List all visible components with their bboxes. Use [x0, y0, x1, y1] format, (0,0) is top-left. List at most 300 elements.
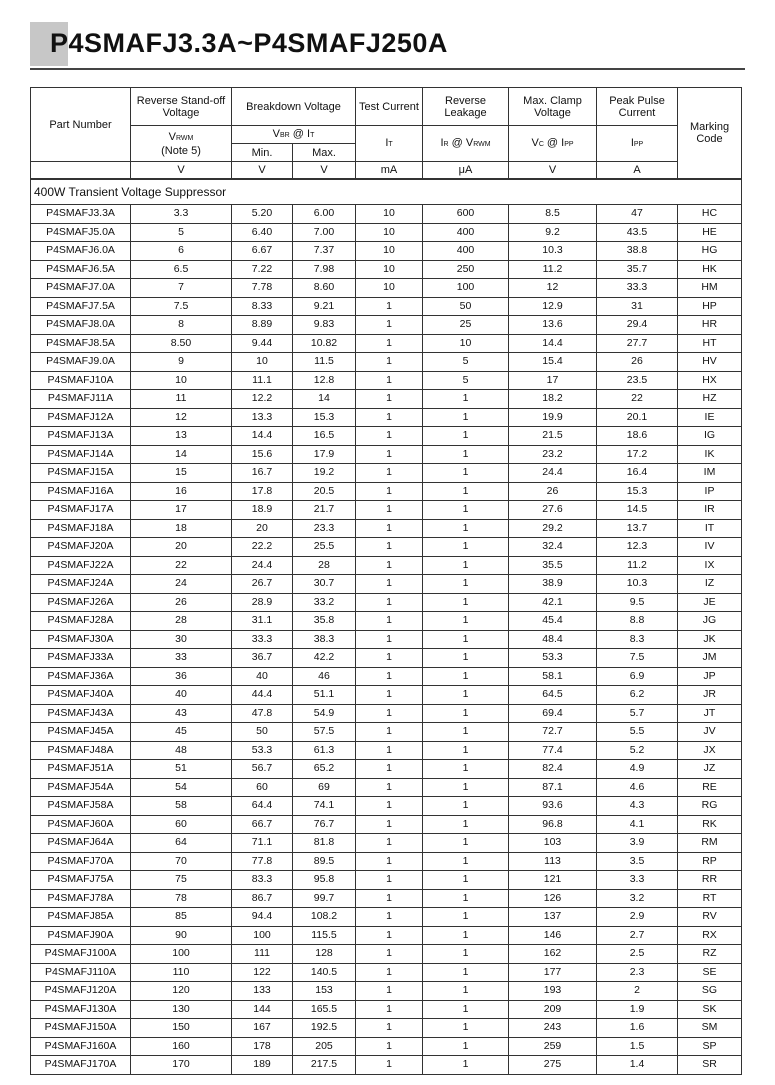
part-number-cell: P4SMAFJ58A	[31, 797, 131, 816]
table-cell: 50	[232, 723, 293, 742]
table-cell: 1	[356, 482, 423, 501]
table-cell: 14	[131, 445, 232, 464]
table-cell: 9.83	[293, 316, 356, 335]
table-row	[31, 279, 742, 298]
units-row	[31, 162, 742, 180]
table-cell: 7.98	[293, 260, 356, 279]
header-clamp-voltage: Max. Clamp Voltage	[509, 88, 597, 126]
table-cell: 5.7	[597, 704, 678, 723]
table-cell: 275	[509, 1056, 597, 1075]
table-cell: 2	[597, 982, 678, 1001]
table-row	[31, 316, 742, 335]
part-number-cell: P4SMAFJ5.0A	[31, 223, 131, 242]
table-cell: 11.5	[293, 353, 356, 372]
table-row	[31, 723, 742, 742]
table-cell: 89.5	[293, 852, 356, 871]
table-row	[31, 704, 742, 723]
table-cell: 1	[356, 778, 423, 797]
table-cell: IK	[678, 445, 742, 464]
table-cell: 1	[423, 945, 509, 964]
table-row	[31, 1056, 742, 1075]
table-cell: 1	[356, 593, 423, 612]
table-row	[31, 408, 742, 427]
table-cell: 12.3	[597, 538, 678, 557]
table-cell: 15.3	[293, 408, 356, 427]
table-cell: 1	[423, 593, 509, 612]
table-cell: 12.9	[509, 297, 597, 316]
table-cell: 4.1	[597, 815, 678, 834]
unit-cell: μA	[423, 162, 509, 180]
table-cell: 1	[423, 834, 509, 853]
part-number-cell: P4SMAFJ85A	[31, 908, 131, 927]
table-cell: 1	[356, 815, 423, 834]
table-cell: 1	[423, 760, 509, 779]
table-cell: 10.3	[597, 575, 678, 594]
table-cell: RZ	[678, 945, 742, 964]
table-cell: JM	[678, 649, 742, 668]
table-cell: 57.5	[293, 723, 356, 742]
table-cell: 1	[356, 723, 423, 742]
table-cell: HX	[678, 371, 742, 390]
table-row	[31, 223, 742, 242]
table-cell: 7.00	[293, 223, 356, 242]
table-cell: 5.2	[597, 741, 678, 760]
table-cell: 47	[597, 205, 678, 224]
table-row	[31, 982, 742, 1001]
table-cell: 93.6	[509, 797, 597, 816]
table-cell: 1	[423, 556, 509, 575]
table-cell: 243	[509, 1019, 597, 1038]
header-part-number: Part Number	[31, 88, 131, 162]
table-row	[31, 1037, 742, 1056]
table-cell: 1	[423, 1037, 509, 1056]
table-cell: 83.3	[232, 871, 293, 890]
table-cell: 177	[509, 963, 597, 982]
table-row	[31, 501, 742, 520]
header-test-current: Test Current	[356, 88, 423, 126]
table-cell: JV	[678, 723, 742, 742]
table-cell: 1	[423, 575, 509, 594]
table-cell: 2.9	[597, 908, 678, 927]
part-number-cell: P4SMAFJ12A	[31, 408, 131, 427]
table-cell: JZ	[678, 760, 742, 779]
table-cell: 12	[509, 279, 597, 298]
table-row	[31, 963, 742, 982]
part-number-cell: P4SMAFJ160A	[31, 1037, 131, 1056]
table-cell: 7.37	[293, 242, 356, 261]
table-cell: 70	[131, 852, 232, 871]
table-cell: RM	[678, 834, 742, 853]
table-cell: 66.7	[232, 815, 293, 834]
table-cell: RX	[678, 926, 742, 945]
table-cell: 1	[423, 704, 509, 723]
table-cell: 1	[423, 667, 509, 686]
table-row	[31, 390, 742, 409]
unit-cell: V	[509, 162, 597, 180]
part-number-cell: P4SMAFJ33A	[31, 649, 131, 668]
part-number-cell: P4SMAFJ51A	[31, 760, 131, 779]
table-row	[31, 205, 742, 224]
symbol-ipp: IPP	[597, 126, 678, 162]
table-cell: 15.3	[597, 482, 678, 501]
table-cell: 1	[356, 982, 423, 1001]
table-cell: HR	[678, 316, 742, 335]
table-cell: 15	[131, 464, 232, 483]
table-cell: 4.9	[597, 760, 678, 779]
table-cell: 22	[597, 390, 678, 409]
table-cell: 217.5	[293, 1056, 356, 1075]
table-row	[31, 464, 742, 483]
table-row	[31, 889, 742, 908]
table-cell: 69.4	[509, 704, 597, 723]
table-cell: 86.7	[232, 889, 293, 908]
table-cell: JP	[678, 667, 742, 686]
table-cell: 45	[131, 723, 232, 742]
table-cell: 72.7	[509, 723, 597, 742]
table-cell: 5	[423, 353, 509, 372]
table-cell: IV	[678, 538, 742, 557]
table-cell: 1	[423, 630, 509, 649]
table-cell: 121	[509, 871, 597, 890]
table-cell: JG	[678, 612, 742, 631]
table-row	[31, 1000, 742, 1019]
table-cell: 13.7	[597, 519, 678, 538]
table-cell: 20	[232, 519, 293, 538]
part-number-cell: P4SMAFJ13A	[31, 427, 131, 446]
table-cell: 46	[293, 667, 356, 686]
part-number-cell: P4SMAFJ15A	[31, 464, 131, 483]
table-cell: RP	[678, 852, 742, 871]
part-number-cell: P4SMAFJ6.0A	[31, 242, 131, 261]
table-cell: RR	[678, 871, 742, 890]
table-cell: SM	[678, 1019, 742, 1038]
table-cell: 23.5	[597, 371, 678, 390]
symbol-ir: IR @ VRWM	[423, 126, 509, 162]
table-cell: 8.3	[597, 630, 678, 649]
table-cell: 56.7	[232, 760, 293, 779]
table-cell: IM	[678, 464, 742, 483]
table-cell: 54.9	[293, 704, 356, 723]
table-cell: 1	[356, 1037, 423, 1056]
table-cell: 128	[293, 945, 356, 964]
table-cell: 33.3	[597, 279, 678, 298]
table-cell: 1	[356, 834, 423, 853]
table-cell: 205	[293, 1037, 356, 1056]
table-row	[31, 445, 742, 464]
table-cell: 162	[509, 945, 597, 964]
table-cell: 1	[356, 464, 423, 483]
table-cell: SK	[678, 1000, 742, 1019]
table-cell: 193	[509, 982, 597, 1001]
table-row	[31, 371, 742, 390]
table-cell: 1	[356, 926, 423, 945]
table-cell: 22	[131, 556, 232, 575]
symbol-vc: VC @ IPP	[509, 126, 597, 162]
table-cell: 14	[293, 390, 356, 409]
part-number-cell: P4SMAFJ60A	[31, 815, 131, 834]
part-number-cell: P4SMAFJ17A	[31, 501, 131, 520]
part-number-cell: P4SMAFJ36A	[31, 667, 131, 686]
table-row	[31, 1019, 742, 1038]
table-cell: 140.5	[293, 963, 356, 982]
table-row	[31, 630, 742, 649]
table-row	[31, 908, 742, 927]
table-cell: 64.5	[509, 686, 597, 705]
table-cell: 1	[423, 852, 509, 871]
table-cell: IZ	[678, 575, 742, 594]
table-cell: 12	[131, 408, 232, 427]
header-breakdown-voltage: Breakdown Voltage	[232, 88, 356, 126]
table-cell: 24	[131, 575, 232, 594]
table-cell: 58	[131, 797, 232, 816]
table-cell: 33	[131, 649, 232, 668]
table-cell: 1	[423, 723, 509, 742]
table-cell: 6.5	[131, 260, 232, 279]
table-cell: 1	[423, 926, 509, 945]
table-cell: JE	[678, 593, 742, 612]
table-cell: 38.8	[597, 242, 678, 261]
table-cell: 27.6	[509, 501, 597, 520]
table-cell: 1	[423, 982, 509, 1001]
table-cell: SE	[678, 963, 742, 982]
table-cell: 35.5	[509, 556, 597, 575]
table-cell: 43.5	[597, 223, 678, 242]
table-cell: 28	[293, 556, 356, 575]
table-cell: 2.7	[597, 926, 678, 945]
table-cell: 5	[131, 223, 232, 242]
part-number-cell: P4SMAFJ9.0A	[31, 353, 131, 372]
table-cell: 126	[509, 889, 597, 908]
table-cell: 95.8	[293, 871, 356, 890]
table-row	[31, 260, 742, 279]
table-cell: 5.5	[597, 723, 678, 742]
table-cell: IG	[678, 427, 742, 446]
part-number-cell: P4SMAFJ90A	[31, 926, 131, 945]
table-row	[31, 667, 742, 686]
table-cell: 209	[509, 1000, 597, 1019]
part-number-cell: P4SMAFJ11A	[31, 390, 131, 409]
part-number-cell: P4SMAFJ170A	[31, 1056, 131, 1075]
title-divider	[30, 68, 745, 70]
table-cell: 51.1	[293, 686, 356, 705]
table-cell: RV	[678, 908, 742, 927]
table-cell: HE	[678, 223, 742, 242]
table-cell: 76.7	[293, 815, 356, 834]
header-min: Min.	[232, 144, 293, 162]
table-cell: 27.7	[597, 334, 678, 353]
table-cell: IE	[678, 408, 742, 427]
symbol-it: IT	[356, 126, 423, 162]
table-cell: 1	[356, 908, 423, 927]
table-cell: 1	[423, 908, 509, 927]
table-cell: 111	[232, 945, 293, 964]
table-cell: 3.3	[131, 205, 232, 224]
table-cell: 10	[356, 205, 423, 224]
table-cell: 64	[131, 834, 232, 853]
table-cell: 16.7	[232, 464, 293, 483]
table-row	[31, 797, 742, 816]
table-cell: 4.3	[597, 797, 678, 816]
table-cell: 1.6	[597, 1019, 678, 1038]
table-cell: 30	[131, 630, 232, 649]
table-cell: SR	[678, 1056, 742, 1075]
table-cell: 11.1	[232, 371, 293, 390]
table-cell: 58.1	[509, 667, 597, 686]
table-cell: 1	[356, 445, 423, 464]
table-cell: IT	[678, 519, 742, 538]
table-cell: 17.2	[597, 445, 678, 464]
table-cell: 9	[131, 353, 232, 372]
part-number-cell: P4SMAFJ120A	[31, 982, 131, 1001]
table-cell: 28	[131, 612, 232, 631]
table-cell: 48	[131, 741, 232, 760]
table-cell: 13	[131, 427, 232, 446]
table-cell: 6.00	[293, 205, 356, 224]
part-number-cell: P4SMAFJ75A	[31, 871, 131, 890]
spec-body	[31, 179, 742, 1074]
table-cell: 1	[356, 963, 423, 982]
unit-cell: A	[597, 162, 678, 180]
table-cell: 1	[423, 871, 509, 890]
table-cell: 1	[356, 316, 423, 335]
table-cell: 122	[232, 963, 293, 982]
table-cell: 35.7	[597, 260, 678, 279]
table-cell: 10	[232, 353, 293, 372]
part-number-cell: P4SMAFJ70A	[31, 852, 131, 871]
table-cell: 30.7	[293, 575, 356, 594]
table-cell: 1	[423, 612, 509, 631]
table-cell: 18.9	[232, 501, 293, 520]
table-cell: SG	[678, 982, 742, 1001]
table-cell: 11.2	[509, 260, 597, 279]
table-row	[31, 482, 742, 501]
title-block	[30, 22, 745, 66]
table-cell: 1	[356, 575, 423, 594]
table-cell: 103	[509, 834, 597, 853]
table-cell: 7.5	[597, 649, 678, 668]
table-cell: 9.21	[293, 297, 356, 316]
unit-cell: V	[293, 162, 356, 180]
table-cell: 8.89	[232, 316, 293, 335]
table-cell: 74.1	[293, 797, 356, 816]
table-cell: RE	[678, 778, 742, 797]
table-cell: 3.5	[597, 852, 678, 871]
table-cell: 17	[131, 501, 232, 520]
table-cell: 12.2	[232, 390, 293, 409]
table-cell: 25	[423, 316, 509, 335]
table-row	[31, 519, 742, 538]
table-cell: IR	[678, 501, 742, 520]
table-cell: JR	[678, 686, 742, 705]
table-row	[31, 945, 742, 964]
part-number-cell: P4SMAFJ7.5A	[31, 297, 131, 316]
table-cell: 10	[356, 223, 423, 242]
table-row	[31, 593, 742, 612]
table-cell: 38.3	[293, 630, 356, 649]
table-cell: 1	[423, 445, 509, 464]
table-cell: 14.4	[509, 334, 597, 353]
table-cell: 24.4	[232, 556, 293, 575]
table-cell: 100	[423, 279, 509, 298]
table-cell: 9.5	[597, 593, 678, 612]
table-cell: 1	[423, 427, 509, 446]
table-cell: 75	[131, 871, 232, 890]
table-cell: 1	[356, 945, 423, 964]
table-cell: 31.1	[232, 612, 293, 631]
table-cell: 16	[131, 482, 232, 501]
table-cell: 16.5	[293, 427, 356, 446]
table-cell: 1	[356, 1019, 423, 1038]
table-cell: 51	[131, 760, 232, 779]
table-cell: 1	[423, 538, 509, 557]
table-cell: 150	[131, 1019, 232, 1038]
table-cell: 60	[232, 778, 293, 797]
table-cell: 7.22	[232, 260, 293, 279]
table-cell: 71.1	[232, 834, 293, 853]
table-cell: 7.78	[232, 279, 293, 298]
table-cell: 25.5	[293, 538, 356, 557]
table-row	[31, 334, 742, 353]
table-cell: 192.5	[293, 1019, 356, 1038]
table-cell: 20.1	[597, 408, 678, 427]
part-number-cell: P4SMAFJ43A	[31, 704, 131, 723]
table-cell: RT	[678, 889, 742, 908]
table-cell: 42.1	[509, 593, 597, 612]
table-cell: RK	[678, 815, 742, 834]
table-row	[31, 612, 742, 631]
table-cell: 15.4	[509, 353, 597, 372]
symbol-vrwm: VRWM (Note 5)	[131, 126, 232, 162]
header-max: Max.	[293, 144, 356, 162]
spec-table	[30, 87, 742, 1075]
table-cell: 8.5	[509, 205, 597, 224]
table-cell: 40	[232, 667, 293, 686]
table-cell: 29.4	[597, 316, 678, 335]
table-cell: 45.4	[509, 612, 597, 631]
table-cell: 9.44	[232, 334, 293, 353]
part-number-cell: P4SMAFJ18A	[31, 519, 131, 538]
part-number-cell: P4SMAFJ54A	[31, 778, 131, 797]
table-cell: 42.2	[293, 649, 356, 668]
table-cell: 7	[131, 279, 232, 298]
table-cell: 259	[509, 1037, 597, 1056]
table-cell: 10	[356, 260, 423, 279]
table-cell: 3.3	[597, 871, 678, 890]
table-cell: 64.4	[232, 797, 293, 816]
part-number-cell: P4SMAFJ28A	[31, 612, 131, 631]
table-cell: 1	[356, 408, 423, 427]
table-cell: 1	[356, 704, 423, 723]
table-cell: 8.33	[232, 297, 293, 316]
table-row	[31, 741, 742, 760]
table-cell: 1	[356, 427, 423, 446]
table-cell: 12.8	[293, 371, 356, 390]
table-cell: 137	[509, 908, 597, 927]
table-cell: 1	[423, 519, 509, 538]
table-cell: 15.6	[232, 445, 293, 464]
table-cell: 1	[356, 538, 423, 557]
table-cell: 10.82	[293, 334, 356, 353]
table-cell: 18	[131, 519, 232, 538]
table-row	[31, 242, 742, 261]
header-spacer	[31, 162, 131, 180]
table-cell: SP	[678, 1037, 742, 1056]
part-number-cell: P4SMAFJ14A	[31, 445, 131, 464]
table-cell: 36.7	[232, 649, 293, 668]
table-cell: 18.6	[597, 427, 678, 446]
table-row	[31, 538, 742, 557]
table-cell: 1	[356, 797, 423, 816]
